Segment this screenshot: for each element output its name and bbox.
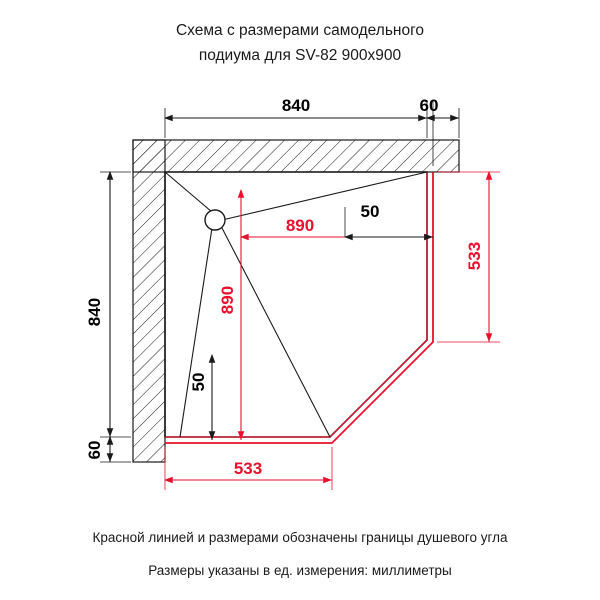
podium-frame-lines [165,172,427,437]
dimension-label-bottom-533: 533 [233,459,263,478]
footer-note-units: Размеры указаны в ед. измерения: миллиметры [148,563,452,578]
dimension-top-840 [165,96,427,118]
dimension-inner-50-horizontal [345,202,433,237]
podium-outline [165,172,427,437]
drain-circle [205,210,225,230]
dimension-left-60 [85,437,110,462]
dimension-inner-50-vertical [189,355,212,440]
dimension-left-840 [85,172,110,437]
dimension-top-60 [420,96,459,118]
wall-hatching [133,140,459,462]
page-title-line-1: Схема с размерами самодельного [175,22,425,39]
dimension-label-890-horizontal: 890 [285,216,315,235]
dimension-label-50-vertical: 50 [189,372,208,392]
dimension-label-left-840: 840 [85,297,104,327]
dimension-label-top-60: 60 [419,96,439,115]
dimension-label-left-60: 60 [85,440,104,460]
dimension-label-50-horizontal: 50 [360,202,380,221]
dimension-label-top-840: 840 [281,96,311,115]
dimension-label-890-vertical: 890 [218,285,237,315]
dimension-right-533 [465,172,489,342]
page-title-line-2: подиума для SV-82 900x900 [198,47,402,64]
shower-tray-outline [165,172,433,443]
dimension-inner-890-horizontal [241,216,433,237]
dimension-label-right-533: 533 [465,241,484,271]
footer-note-red-line: Красной линией и размерами обозначены границы душевого угла [92,530,508,545]
dimension-bottom-533 [165,459,332,480]
